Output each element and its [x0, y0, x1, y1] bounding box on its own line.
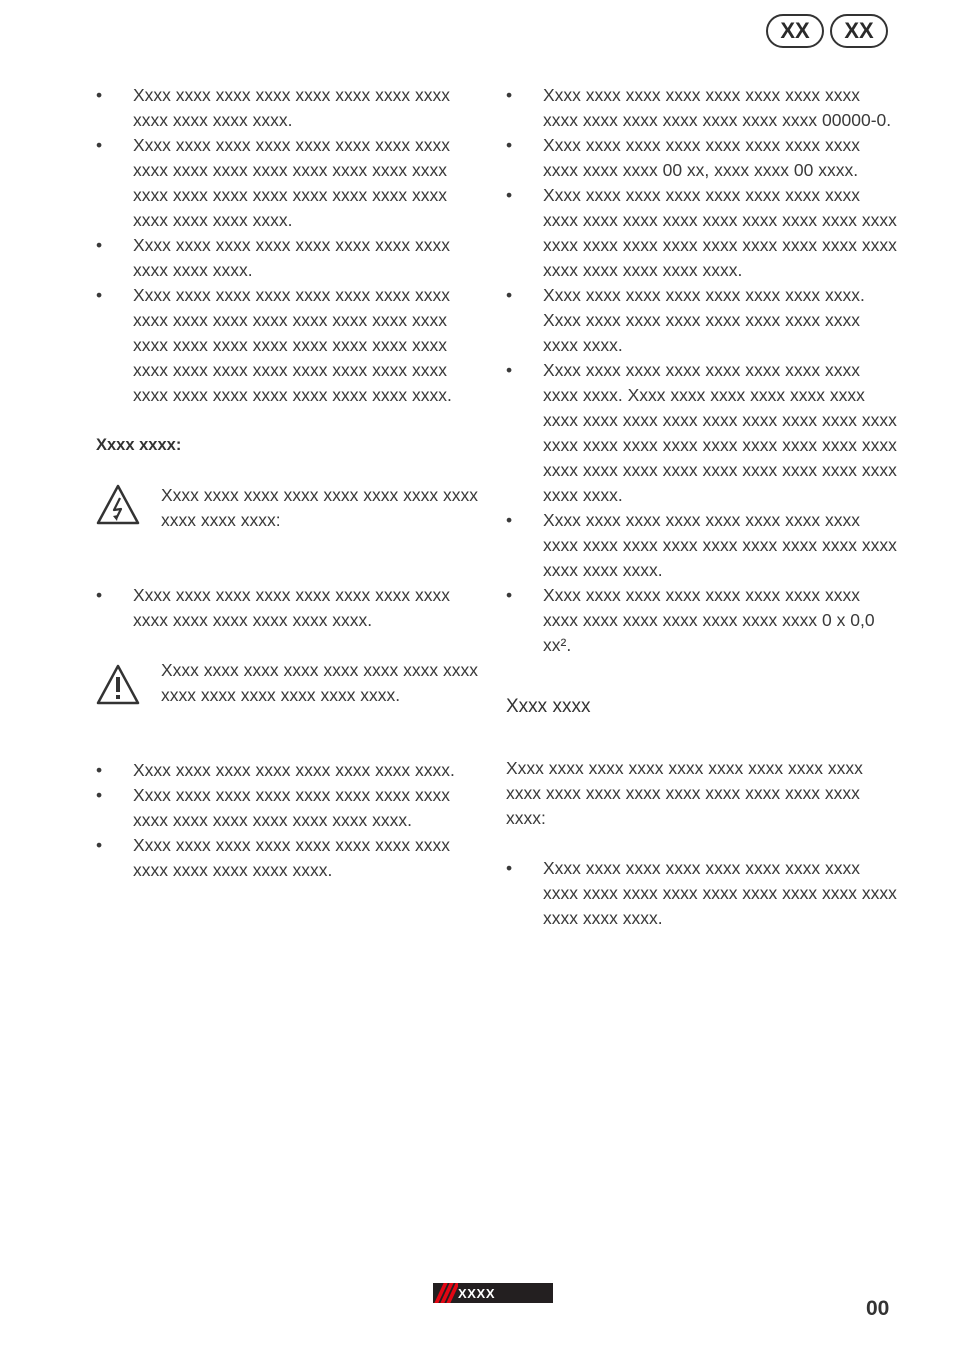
parkside-logo	[433, 1283, 553, 1303]
lang-badge-gr: XX	[766, 14, 824, 48]
bullet-text: Xxxx xxxx xxxx xxxx xxxx xxxx xxxx xxxx xxxx xxxx xxxx xxxx xxxx xxxx xxxx xxxx xxxx xxxx xxxx xxxx xxxx xxxx xxxx xxxx xxxx xxxx xxxx xxxx.	[133, 135, 450, 230]
intended-use-paragraph: Xxxx xxxx xxxx xxxx xxxx xxxx xxxx xxxx xxxx xxxx xxxx xxxx xxxx xxxx xxxx xxxx xxxx xxxx xxxx:	[506, 758, 863, 828]
bullet-text: Xxxx xxxx xxxx xxxx xxxx xxxx xxxx xxxx xxxx xxxx xxxx.	[133, 235, 450, 280]
list-item: • Xxxx xxxx xxxx xxxx xxxx xxxx xxxx xxxx xxxx xxxx xxxx xxxx xxxx xxxx xxxx xxxx xxxx xxxx xxxx xxxx xxxx xxxx xxxx xxxx xxxx xxxx xxxx xxxx xxxx xxxx xxxx.	[506, 183, 898, 283]
bullet-text: Xxxx xxxx xxxx xxxx xxxx xxxx xxxx xxxx xxxx xxxx xxxx xxxx xxxx.	[133, 835, 450, 880]
electric-shock-warning-icon	[96, 483, 140, 527]
warning-block	[96, 483, 486, 558]
warning-block	[96, 658, 486, 733]
list-item: • Xxxx xxxx xxxx xxxx xxxx xxxx xxxx xxxx xxxx xxxx xxxx xxxx xxxx xxxx.	[96, 583, 486, 633]
bullet-text: Xxxx xxxx xxxx xxxx xxxx xxxx xxxx xxxx.	[133, 760, 455, 780]
bullet-text: Xxxx xxxx xxxx xxxx xxxx xxxx xxxx xxxx. Xxxx xxxx xxxx xxxx xxxx xxxx xxxx xxxx xxxx xxxx.	[543, 285, 865, 355]
bullet-text: Xxxx xxxx xxxx xxxx xxxx xxxx xxxx xxxx xxxx xxxx xxxx xxxx xxxx xxxx xxxx xxxx xxxx xxxx xxxx xxxx.	[543, 858, 897, 928]
list-item: • Xxxx xxxx xxxx xxxx xxxx xxxx xxxx xxxx xxxx xxxx. Xxxx xxxx xxxx xxxx xxxx xxxx xxxx xxxx xxxx xxxx xxxx xxxx xxxx xxxx xxxx xxxx xxxx xxxx xxxx xxxx xxxx xxxx xxxx xxxx xxxx xxxx xxxx xxxx xxxx xxxx xxxx xxxx xxxx xxxx xxxx.	[506, 358, 898, 508]
subheading-electrical-safety: Xxxx xxxx:	[96, 436, 182, 454]
section-heading-application-areas: Xxxx xxxx	[506, 696, 591, 717]
bullet-text: Xxxx xxxx xxxx xxxx xxxx xxxx xxxx xxxx xxxx xxxx xxxx xxxx xxxx xxxx.	[133, 585, 450, 630]
logo-stripes	[433, 1283, 458, 1303]
bullet-text: Xxxx xxxx xxxx xxxx xxxx xxxx xxxx xxxx xxxx xxxx xxxx xxxx xxxx xxxx xxxx 00000-0.	[543, 85, 892, 130]
warning-text: Xxxx xxxx xxxx xxxx xxxx xxxx xxxx xxxx xxxx xxxx xxxx:	[161, 485, 478, 530]
right-column	[506, 83, 898, 931]
logo-text: XXXX	[458, 1285, 496, 1301]
list-item: • Xxxx xxxx xxxx xxxx xxxx xxxx xxxx xxxx.	[96, 758, 486, 783]
bullet-text: Xxxx xxxx xxxx xxxx xxxx xxxx xxxx xxxx xxxx xxxx xxxx xxxx.	[133, 85, 450, 130]
language-badges	[766, 14, 888, 48]
list-item: • Xxxx xxxx xxxx xxxx xxxx xxxx xxxx xxxx xxxx xxxx xxxx xxxx xxxx xxxx xxxx 00000-0.	[506, 83, 898, 133]
list-item: • Xxxx xxxx xxxx xxxx xxxx xxxx xxxx xxxx xxxx xxxx xxxx xxxx xxxx xxxx xxxx xxxx xxxx xxxx xxxx xxxx xxxx xxxx xxxx xxxx xxxx xxxx xxxx xxxx.	[96, 133, 486, 233]
list-item: • Xxxx xxxx xxxx xxxx xxxx xxxx xxxx xxxx xxxx xxxx xxxx xxxx.	[96, 83, 486, 133]
bullet-text: Xxxx xxxx xxxx xxxx xxxx xxxx xxxx xxxx xxxx xxxx xxxx xxxx xxxx xxxx xxxx.	[133, 785, 450, 830]
list-item: • Xxxx xxxx xxxx xxxx xxxx xxxx xxxx xxxx. Xxxx xxxx xxxx xxxx xxxx xxxx xxxx xxxx xxxx xxxx.	[506, 283, 898, 358]
list-item: • Xxxx xxxx xxxx xxxx xxxx xxxx xxxx xxxx xxxx xxxx xxxx xxxx xxxx xxxx xxxx xxxx xxxx xxxx xxxx xxxx.	[506, 856, 898, 931]
bullet-text: Xxxx xxxx xxxx xxxx xxxx xxxx xxxx xxxx xxxx xxxx xxxx 00 xx, xxxx xxxx 00 xxxx.	[543, 135, 860, 180]
bullet-text: Xxxx xxxx xxxx xxxx xxxx xxxx xxxx xxxx xxxx xxxx xxxx xxxx xxxx xxxx xxxx xxxx xxxx xxxx xxxx xxxx xxxx xxxx xxxx xxxx xxxx xxxx xxxx xxxx xxxx xxxx xxxx xxxx xxxx xxxx xxxx xxxx xxxx xxxx xxxx xxxx.	[133, 285, 452, 405]
exclamation-warning-icon	[96, 663, 140, 707]
list-item: • Xxxx xxxx xxxx xxxx xxxx xxxx xxxx xxxx xxxx xxxx xxxx xxxx xxxx xxxx xxxx xxxx xxxx xxxx xxxx xxxx.	[506, 508, 898, 583]
lang-badge-cy: XX	[830, 14, 888, 48]
list-item: • Xxxx xxxx xxxx xxxx xxxx xxxx xxxx xxxx xxxx xxxx xxxx.	[96, 233, 486, 283]
bullet-text: Xxxx xxxx xxxx xxxx xxxx xxxx xxxx xxxx xxxx xxxx xxxx xxxx xxxx xxxx xxxx xxxx xxxx xxxx xxxx xxxx xxxx xxxx xxxx xxxx xxxx xxxx xxxx xxxx xxxx xxxx xxxx.	[543, 185, 897, 280]
list-item: • Xxxx xxxx xxxx xxxx xxxx xxxx xxxx xxxx xxxx xxxx xxxx xxxx xxxx xxxx xxxx xxxx xxxx xxxx xxxx xxxx xxxx xxxx xxxx xxxx xxxx xxxx xxxx xxxx xxxx xxxx xxxx xxxx xxxx xxxx xxxx xxxx xxxx xxxx xxxx xxxx.	[96, 283, 486, 408]
left-column	[96, 83, 486, 883]
warning-text: Xxxx xxxx xxxx xxxx xxxx xxxx xxxx xxxx xxxx xxxx xxxx xxxx xxxx xxxx.	[161, 660, 478, 705]
list-item: • Xxxx xxxx xxxx xxxx xxxx xxxx xxxx xxxx xxxx xxxx xxxx xxxx xxxx xxxx xxxx.	[96, 783, 486, 833]
page-number: 00	[866, 1297, 890, 1320]
list-item: • Xxxx xxxx xxxx xxxx xxxx xxxx xxxx xxxx xxxx xxxx xxxx 00 xx, xxxx xxxx 00 xxxx.	[506, 133, 898, 183]
bullet-text: Xxxx xxxx xxxx xxxx xxxx xxxx xxxx xxxx xxxx xxxx xxxx xxxx xxxx xxxx xxxx 0 x 0,0 xx².	[543, 585, 875, 655]
bullet-text: Xxxx xxxx xxxx xxxx xxxx xxxx xxxx xxxx xxxx xxxx. Xxxx xxxx xxxx xxxx xxxx xxxx xxxx xxxx xxxx xxxx xxxx xxxx xxxx xxxx xxxx xxxx xxxx xxxx xxxx xxxx xxxx xxxx xxxx xxxx xxxx xxxx xxxx xxxx xxxx xxxx xxxx xxxx xxxx xxxx xxxx.	[543, 360, 897, 505]
bullet-text: Xxxx xxxx xxxx xxxx xxxx xxxx xxxx xxxx xxxx xxxx xxxx xxxx xxxx xxxx xxxx xxxx xxxx xxxx xxxx xxxx.	[543, 510, 897, 580]
list-item: • Xxxx xxxx xxxx xxxx xxxx xxxx xxxx xxxx xxxx xxxx xxxx xxxx xxxx xxxx xxxx 0 x 0,0 xx².	[506, 583, 898, 658]
list-item: • Xxxx xxxx xxxx xxxx xxxx xxxx xxxx xxxx xxxx xxxx xxxx xxxx xxxx.	[96, 833, 486, 883]
